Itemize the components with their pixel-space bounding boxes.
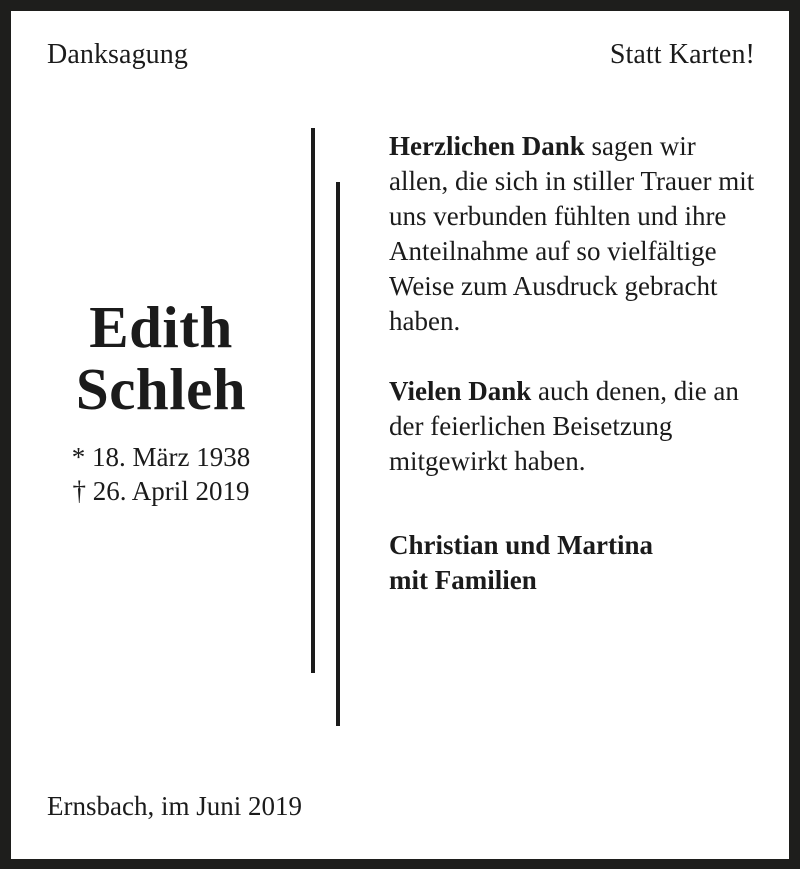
deceased-column bbox=[25, 296, 297, 508]
notice-type-label: Danksagung bbox=[47, 39, 188, 70]
birth-date: * 18. März 1938 bbox=[71, 442, 251, 472]
deceased-first-name: Edith bbox=[89, 294, 233, 360]
paragraph-1-lead: Herzlichen Dank bbox=[389, 131, 585, 161]
statt-karten-label: Statt Karten! bbox=[609, 39, 755, 70]
border-top bbox=[0, 0, 800, 11]
message-column bbox=[389, 129, 761, 598]
notice-header bbox=[47, 38, 755, 72]
center-divider-rule-left bbox=[311, 128, 315, 673]
life-dates bbox=[25, 440, 297, 508]
death-date: † 26. April 2019 bbox=[72, 476, 250, 506]
paragraph-2-text: auch denen, die an der feierlichen Beisetzung mitgewirkt haben. bbox=[389, 376, 739, 476]
border-left bbox=[0, 0, 11, 869]
deceased-last-name: Schleh bbox=[75, 356, 247, 422]
family-signature bbox=[389, 528, 761, 598]
center-divider-rule-right bbox=[336, 182, 340, 726]
signature-families: mit Familien bbox=[389, 565, 537, 595]
thank-you-paragraph-1 bbox=[389, 129, 761, 339]
place-and-date: Ernsbach, im Juni 2019 bbox=[47, 791, 302, 821]
border-bottom bbox=[0, 859, 800, 869]
thank-you-paragraph-2 bbox=[389, 374, 761, 479]
signature-names: Christian und Martina bbox=[389, 530, 654, 560]
paragraph-2-lead: Vielen Dank bbox=[389, 376, 532, 406]
paragraph-1-text: sagen wir allen, die sich in stiller Trauer mit uns verbunden fühlten und ihre Anteilnahme auf so vielfältige Weise zum Ausdruck gebracht haben. bbox=[389, 131, 755, 336]
notice-inner-area bbox=[11, 11, 789, 859]
border-right bbox=[789, 0, 800, 869]
deceased-name bbox=[25, 296, 297, 420]
